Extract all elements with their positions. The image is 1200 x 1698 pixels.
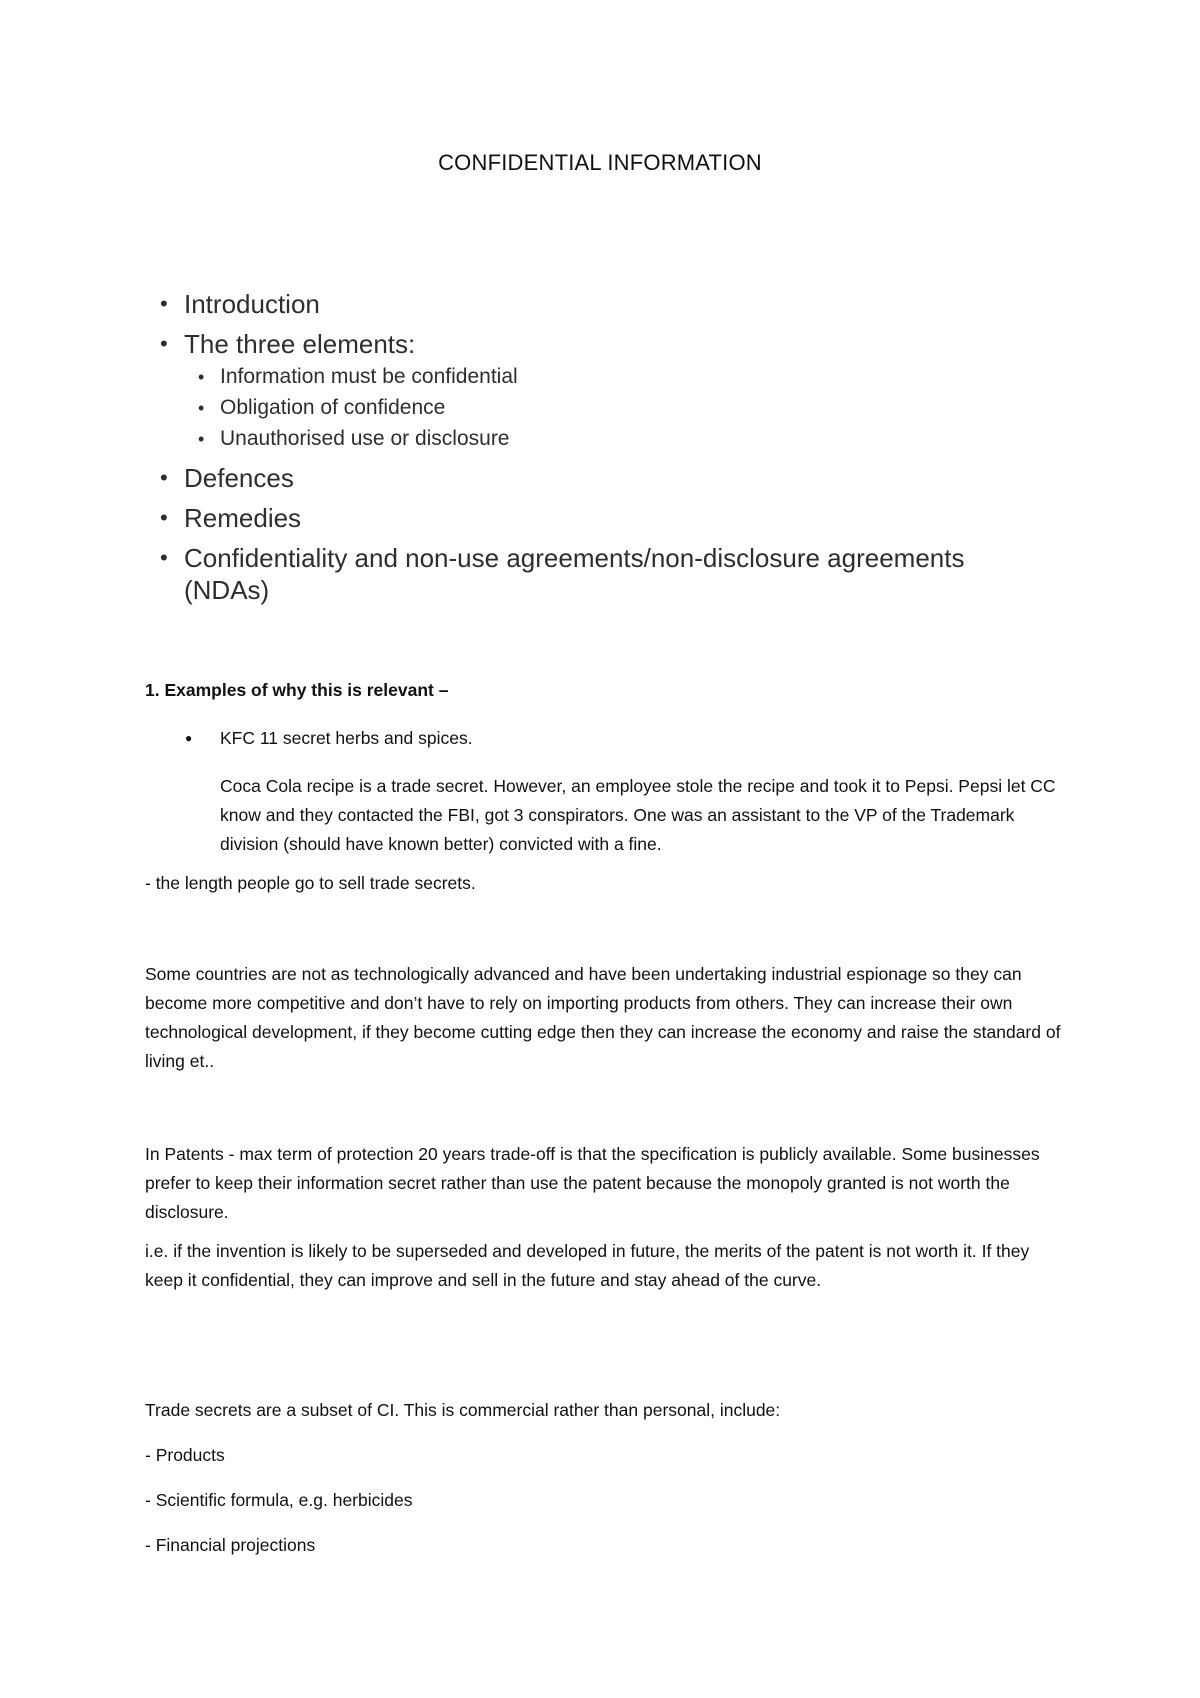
outline-agreements-line1: • Confidentiality and non-use agreements/non-disclosure agreements: [184, 543, 965, 573]
outline-item-remedies: • Remedies: [158, 502, 1058, 534]
paragraph-ie: i.e. if the invention is likely to be superseded and developed in future, the merits of the patent is not worth it. If they keep it confidential, they can improve and sell in the future and stay ahead of the curve.: [145, 1241, 1030, 1290]
paragraph-coca-cola: Coca Cola recipe is a trade secret. However, an employee stole the recipe and took it to Pepsi. Pepsi let CC know and they contacted the FBI, got 3 conspirators. One was an assistant to the VP of the Trademark division (should have known better) convicted with a fine.: [220, 776, 1056, 854]
outline-subitem-unauthorised: • Unauthorised use or disclosure: [196, 424, 1058, 454]
paragraph-length: - the length people go to sell trade secrets.: [145, 873, 476, 893]
paragraph-espionage: [145, 960, 1065, 1076]
outline-agreements-line2: (NDAs): [184, 575, 270, 605]
outline-slide: [158, 288, 1058, 606]
list-item-financial: - Financial projections: [145, 1535, 316, 1555]
section-heading: 1. Examples of why this is relevant –: [145, 680, 449, 700]
paragraph-espionage-text: Some countries are not as technologically advanced and have been undertaking industrial espionage so they can become more competitive and don’t have to rely on importing products from others. They can increase their own technological development, if they become cutting edge then they can increase the economy and raise the standard of living et..: [145, 964, 1061, 1071]
paragraph-patents: In Patents - max term of protection 20 years trade-off is that the specification is publicly available. Some businesses prefer to keep their information secret rather than use the patent because the monopoly granted is not worth the disclosure.: [145, 1144, 1040, 1222]
outline-subitem-confidential: • Information must be confidential: [196, 362, 1058, 392]
list-item-scientific: - Scientific formula, e.g. herbicides: [145, 1490, 413, 1510]
paragraph-trade-secrets: Trade secrets are a subset of CI. This is commercial rather than personal, include:: [145, 1400, 781, 1420]
list-item-kfc: ● KFC 11 secret herbs and spices.: [145, 724, 1065, 753]
outline-item-defences: • Defences: [158, 462, 1058, 494]
section-patents: [145, 1140, 1065, 1295]
outline-subitem-obligation: • Obligation of confidence: [196, 393, 1058, 423]
outline-item-introduction: • Introduction: [158, 288, 1058, 320]
outline-item-agreements: [158, 542, 1058, 606]
outline-item-three-elements: • The three elements:: [158, 328, 1058, 360]
section-examples: [145, 676, 1065, 898]
page-title: CONFIDENTIAL INFORMATION: [438, 150, 762, 175]
list-item-products: - Products: [145, 1445, 225, 1465]
section-trade-secrets: [145, 1396, 1065, 1560]
